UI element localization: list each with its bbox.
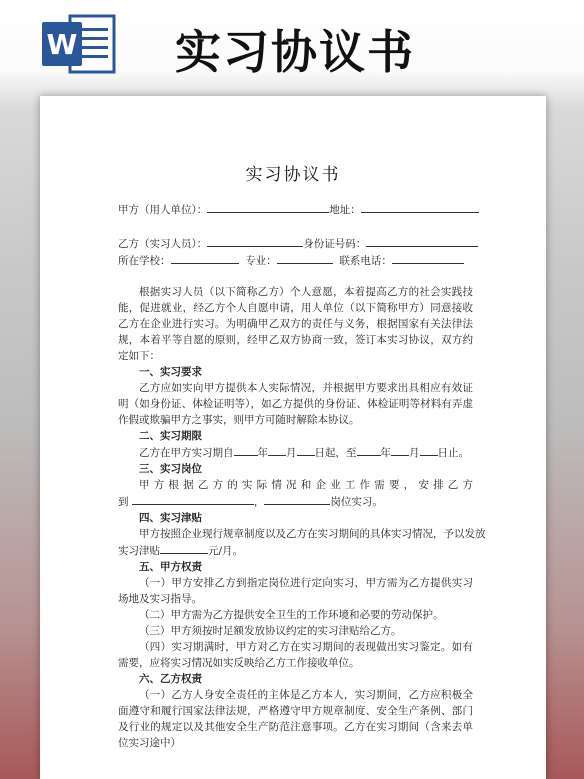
allowance-prefix: 实习津贴 <box>118 545 160 557</box>
period-month: 月 <box>286 447 297 459</box>
section-5-item-2: （二）甲方需为乙方提供安全卫生的工作环境和必要的劳动保护。 <box>139 609 444 621</box>
section-3-line-2 <box>118 493 473 510</box>
section-3-heading: 三、实习岗位 <box>139 463 202 475</box>
section-1-text: 乙方应如实向甲方提供本人实际情况，并根据甲方要求出具相应有效证明（如身份证、体检证明等），如乙方提供的身份证、体检证明等材料有弄虚作假或欺骗甲方之事实，则甲方可随时解除本协议。 <box>118 382 473 426</box>
section-6-item-1: （一）乙方人身安全责任的主体是乙方本人，实习期间，乙方应积极全面遵守和履行国家法律法规，严格遵守甲方规章制度、安全生产条例、部门及行业的规定以及其他安全生产防范注意事项。乙方在实习期间（含来去单位实习途中） <box>118 689 473 749</box>
party-b-id-label: 身份证号码： <box>303 238 367 250</box>
period-month-2: 月 <box>409 447 420 459</box>
party-a-name-blank <box>207 201 329 213</box>
start-day-blank <box>297 444 315 456</box>
end-year-blank <box>357 444 381 456</box>
period-day-to: 日起，至 <box>314 447 357 459</box>
word-icon-letter: W <box>46 28 78 61</box>
document-page <box>40 96 546 779</box>
end-day-blank <box>420 444 438 456</box>
section-4-line-2 <box>118 542 473 559</box>
start-month-blank <box>268 444 286 456</box>
phone-label: 联系电话： <box>339 255 392 267</box>
period-year-2: 年 <box>380 447 391 459</box>
party-b-id-blank <box>366 235 478 247</box>
party-b-label: 乙方（实习人员）： <box>118 238 208 250</box>
party-b-name-blank <box>207 235 303 247</box>
section-4-line-1: 甲方按照企业现行规章制度以及乙方在实习期间的具体实习情况，予以发放 <box>139 528 486 540</box>
position-blank <box>264 493 330 505</box>
party-a-label: 甲方（用人单位）： <box>118 204 208 216</box>
party-a-address-label: 地址： <box>329 204 361 216</box>
major-label: 专业： <box>245 255 277 267</box>
section-6-heading: 六、乙方权责 <box>139 673 202 685</box>
period-day-end: 日止。 <box>437 447 469 459</box>
period-prefix: 乙方在甲方实习期自 <box>139 447 234 459</box>
party-b-line <box>118 235 478 251</box>
school-label: 所在学校： <box>118 255 171 267</box>
section-3-line-1: 甲方根据乙方的实际情况和企业工作需要，安排乙方 <box>139 479 473 491</box>
intro-paragraph: 根据实习人员（以下简称乙方）个人意愿，本着提高乙方的社会实践技能，促进就业，经乙方个人自愿申请，用人单位（以下简称甲方）同意接收乙方在企业进行实习。为明确甲乙双方的责任与义务，根据国家有关法律法规，本着平等自愿的原则，经甲乙双方协商一致，签订本实习协议，双方约定如下： <box>118 286 473 362</box>
section-4-heading: 四、实习津贴 <box>139 512 202 524</box>
document-title: 实习协议书 <box>245 165 341 185</box>
allowance-blank <box>160 542 208 554</box>
department-blank <box>132 493 254 505</box>
section-5-heading: 五、甲方权责 <box>139 561 202 573</box>
post-comma: ， <box>253 496 265 508</box>
allowance-suffix: 元/月。 <box>208 545 244 557</box>
section-5-item-1: （一）甲方安排乙方到指定岗位进行定向实习，甲方需为乙方提供实习场地及实习指导。 <box>118 577 473 605</box>
banner-title: 实习协议书 <box>175 25 415 79</box>
section-2-text <box>118 444 473 461</box>
section-5-item-4: （四）实习期满时，甲方对乙方在实习期间的表现做出实习鉴定。如有需要，应将实习情况如实反映给乙方工作接收单位。 <box>118 641 473 669</box>
party-b-school-line <box>118 252 464 268</box>
section-5-item-3: （三）甲方须按时足额发放协议约定的实习津贴给乙方。 <box>139 625 402 637</box>
word-document-icon <box>40 12 118 76</box>
school-blank <box>171 252 239 264</box>
section-2-heading: 二、实习期限 <box>139 430 202 442</box>
post-suffix: 岗位实习。 <box>330 496 383 508</box>
banner <box>0 0 584 82</box>
section-1-heading: 一、实习要求 <box>139 366 202 378</box>
end-month-blank <box>391 444 409 456</box>
party-a-line <box>118 201 479 217</box>
post-to: 到 <box>118 496 129 508</box>
period-year: 年 <box>257 447 268 459</box>
start-year-blank <box>234 444 258 456</box>
phone-blank <box>392 252 464 264</box>
document-body <box>118 284 486 751</box>
party-a-address-blank <box>361 201 479 213</box>
major-blank <box>277 252 333 264</box>
